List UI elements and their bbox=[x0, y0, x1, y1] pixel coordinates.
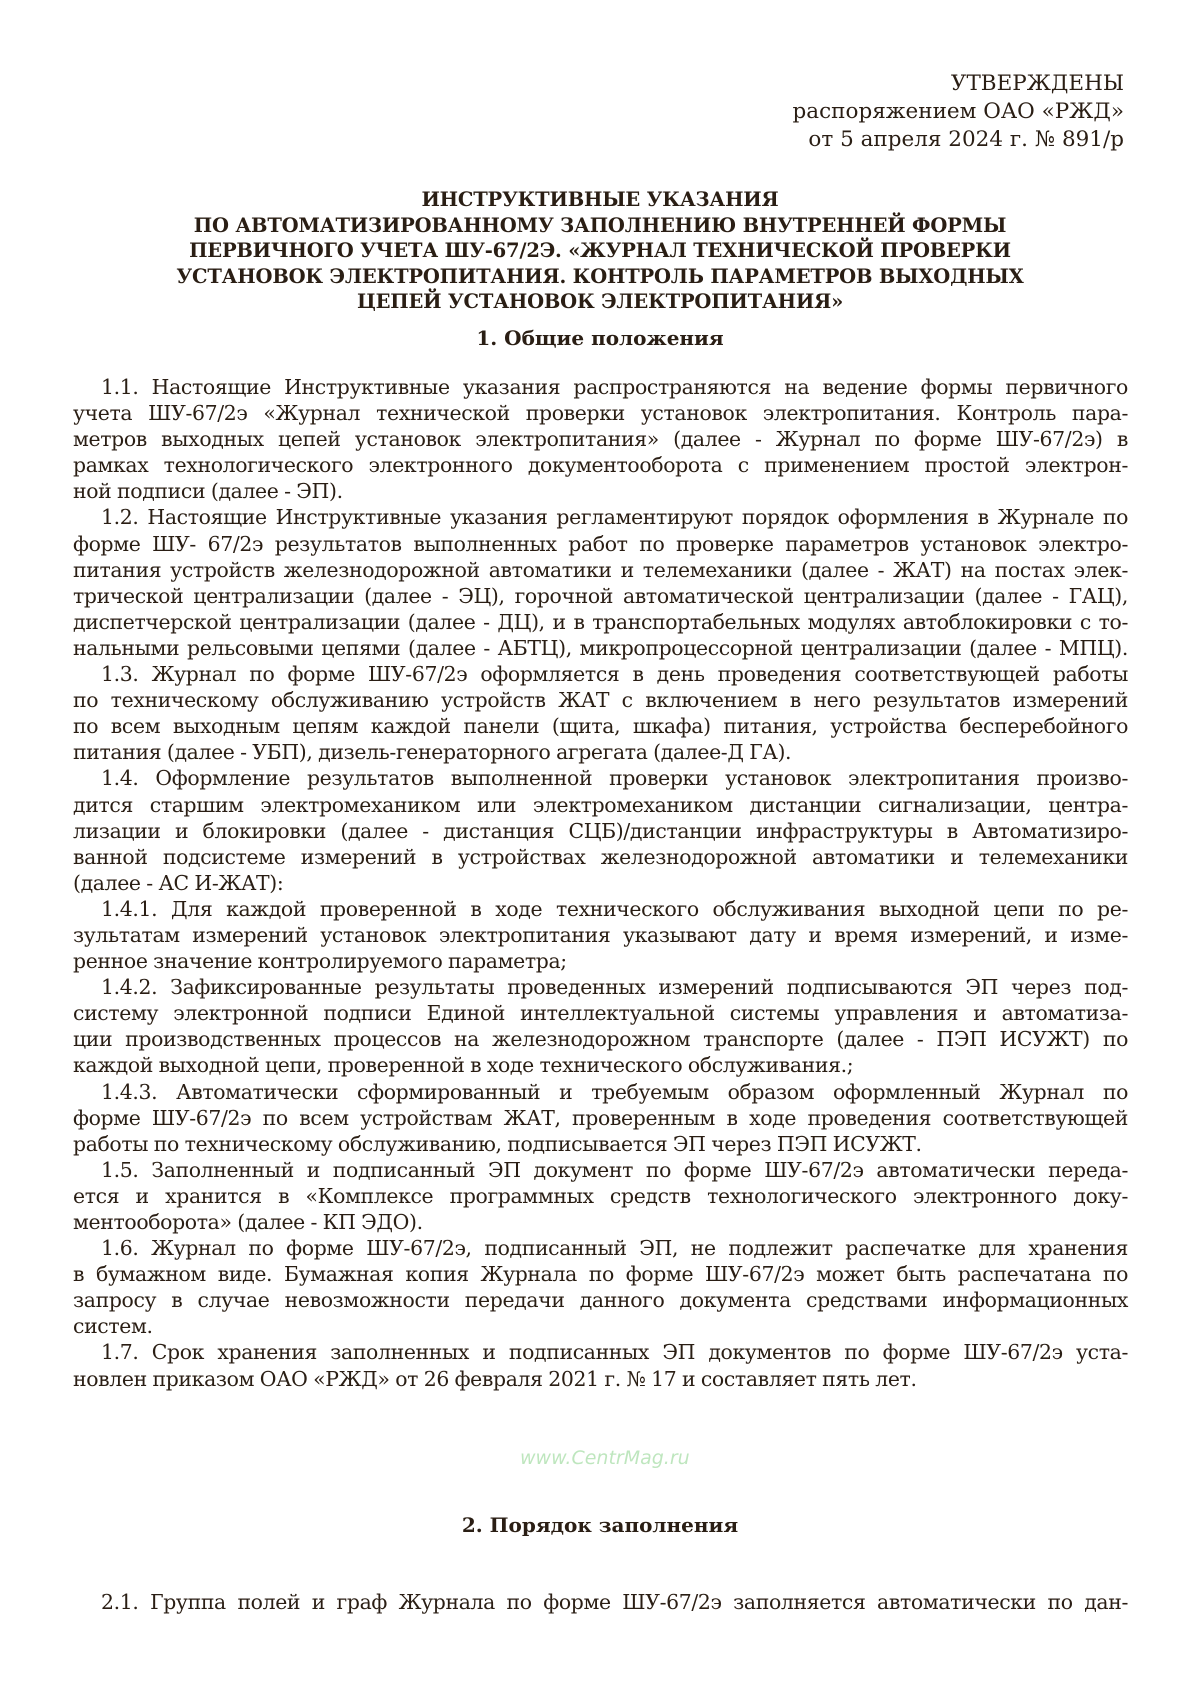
paragraph-line: питания (далее - УБП), дизель-генераторного агрегата (далее-Д ГА). bbox=[73, 740, 792, 765]
paragraph-line: нальными рельсовыми цепями (далее - АБТЦ), микропроцессорной централизации (далее - МПЦ). bbox=[73, 635, 1128, 660]
paragraph-line: ной подписи (далее - ЭП). bbox=[73, 479, 343, 504]
paragraph-line: форме ШУ-67/2э по всем устройствам ЖАТ, проверенным в ходе проведения соответствующей bbox=[73, 1105, 1128, 1130]
paragraph-line: 1.4.1. Для каждой проверенной в ходе технического обслуживания выходной цепи по ре- bbox=[101, 896, 1128, 921]
paragraph-line: каждой выходной цепи, проверенной в ходе технического обслуживания.; bbox=[73, 1053, 854, 1078]
title-line: ИНСТРУКТИВНЫЕ УКАЗАНИЯ bbox=[421, 188, 779, 211]
paragraph-line: 1.4. Оформление результатов выполненной проверки установок электропитания произво- bbox=[101, 766, 1128, 791]
title-line: ПЕРВИЧНОГО УЧЕТА ШУ-67/2Э. «ЖУРНАЛ ТЕХНИЧЕСКОЙ ПРОВЕРКИ bbox=[189, 239, 1011, 262]
title-line: УСТАНОВОК ЭЛЕКТРОПИТАНИЯ. КОНТРОЛЬ ПАРАМЕТРОВ ВЫХОДНЫХ bbox=[176, 264, 1024, 288]
paragraph-line: по всем выходным цепям каждой панели (щита, шкафа) питания, устройства бесперебойного bbox=[73, 714, 1128, 739]
paragraph-line: ренное значение контролируемого параметра; bbox=[73, 949, 567, 974]
title-line: ЦЕПЕЙ УСТАНОВОК ЭЛЕКТРОПИТАНИЯ» bbox=[356, 290, 844, 313]
section-body-procedure bbox=[73, 1589, 1128, 1615]
paragraph-line: систем. bbox=[73, 1314, 153, 1339]
paragraph-line: в бумажном виде. Бумажная копия Журнала по форме ШУ-67/2э может быть распечатана по bbox=[73, 1262, 1128, 1287]
paragraph-line: дится старшим электромехаником или электромехаником дистанции сигнализации, центра- bbox=[73, 792, 1128, 817]
paragraph-line: питания устройств железнодорожной автоматики и телемеханики (далее - ЖАТ) на постах элек- bbox=[73, 557, 1128, 582]
approval-stamp bbox=[793, 70, 1124, 154]
paragraph-line: зультатам измерений установок электропитания указывают дату и время измерений, и изме- bbox=[73, 922, 1128, 947]
approval-heading: УТВЕРЖДЕНЫ bbox=[950, 71, 1124, 96]
paragraph-line: ментооборота» (далее - КП ЭДО). bbox=[73, 1210, 423, 1234]
section-heading-general: 1. Общие положения bbox=[476, 326, 724, 350]
document-title bbox=[140, 187, 1060, 315]
paragraph-line: 2.1. Группа полей и граф Журнала по форме ШУ-67/2э заполняется автоматически по дан- bbox=[101, 1590, 1128, 1614]
paragraph-line: по техническому обслуживанию устройств ЖАТ с включением в него результатов измерений bbox=[73, 688, 1128, 713]
paragraph-line: ванной подсистеме измерений в устройствах железнодорожной автоматики и телемеханики bbox=[73, 844, 1128, 869]
paragraph-line: 1.3. Журнал по форме ШУ-67/2э оформляется в день проведения соответствующей работы bbox=[101, 662, 1128, 687]
paragraph-line: работы по техническому обслуживанию, подписывается ЭП через ПЭП ИСУЖТ. bbox=[73, 1131, 922, 1156]
paragraph-line: диспетчерской централизации (далее - ДЦ), и в транспортабельных модулях автоблокировки с то- bbox=[73, 609, 1128, 634]
paragraph-line: ции производственных процессов на железнодорожном транспорте (далее - ПЭП ИСУЖТ) по bbox=[73, 1027, 1128, 1052]
watermark: www.CentrMag.ru bbox=[520, 1447, 690, 1469]
paragraph-line: 1.5. Заполненный и подписанный ЭП документ по форме ШУ-67/2э автоматически переда- bbox=[101, 1157, 1128, 1182]
paragraph-line: 1.4.2. Зафиксированные результаты проведенных измерений подписываются ЭП через под- bbox=[101, 975, 1128, 1000]
approval-order: распоряжением ОАО «РЖД» bbox=[792, 99, 1124, 124]
paragraph-line: форме ШУ- 67/2э результатов выполненных работ по проверке параметров установок электро- bbox=[73, 531, 1128, 556]
approval-date: от 5 апреля 2024 г. № 891/р bbox=[808, 127, 1124, 152]
paragraph-line: лизации и блокировки (далее - дистанция СЦБ)/дистанции инфраструктуры в Автоматизиро- bbox=[73, 818, 1128, 843]
paragraph-line: 1.6. Журнал по форме ШУ-67/2э, подписанный ЭП, не подлежит распечатке для хранения bbox=[101, 1236, 1128, 1261]
paragraph-line: метров выходных цепей установок электропитания» (далее - Журнал по форме ШУ-67/2э) в bbox=[73, 427, 1128, 452]
title-line: ПО АВТОМАТИЗИРОВАННОМУ ЗАПОЛНЕНИЮ ВНУТРЕННЕЙ ФОРМЫ bbox=[193, 213, 1007, 237]
paragraph-line: систему электронной подписи Единой интеллектуальной системы управления и автоматиза- bbox=[73, 1001, 1128, 1026]
paragraph-line: 1.7. Срок хранения заполненных и подписанных ЭП документов по форме ШУ-67/2э уста- bbox=[101, 1340, 1128, 1365]
paragraph-line: рамках технологического электронного документооборота с применением простой электрон- bbox=[73, 453, 1128, 478]
section-body-general bbox=[73, 374, 1128, 1392]
paragraph-line: (далее - АС И-ЖАТ): bbox=[73, 870, 284, 895]
paragraph-line: 1.1. Настоящие Инструктивные указания распространяются на ведение формы первичного bbox=[101, 375, 1128, 399]
paragraph-line: 1.4.3. Автоматически сформированный и требуемым образом оформленный Журнал по bbox=[101, 1079, 1128, 1104]
paragraph-line: 1.2. Настоящие Инструктивные указания регламентируют порядок оформления в Журнале по bbox=[101, 505, 1128, 530]
paragraph-line: трической централизации (далее - ЭЦ), горочной автоматической централизации (далее - ГАЦ), bbox=[73, 583, 1128, 608]
paragraph-line: новлен приказом ОАО «РЖД» от 26 февраля 2021 г. № 17 и составляет пять лет. bbox=[73, 1366, 917, 1391]
paragraph-line: ется и хранится в «Комплексе программных средств технологического электронного доку- bbox=[73, 1183, 1128, 1208]
paragraph-line: учета ШУ-67/2э «Журнал технической проверки установок электропитания. Контроль пара- bbox=[73, 401, 1128, 426]
paragraph-line: запросу в случае невозможности передачи данного документа средствами информационных bbox=[73, 1288, 1128, 1313]
section-heading-procedure: 2. Порядок заполнения bbox=[461, 1513, 739, 1537]
